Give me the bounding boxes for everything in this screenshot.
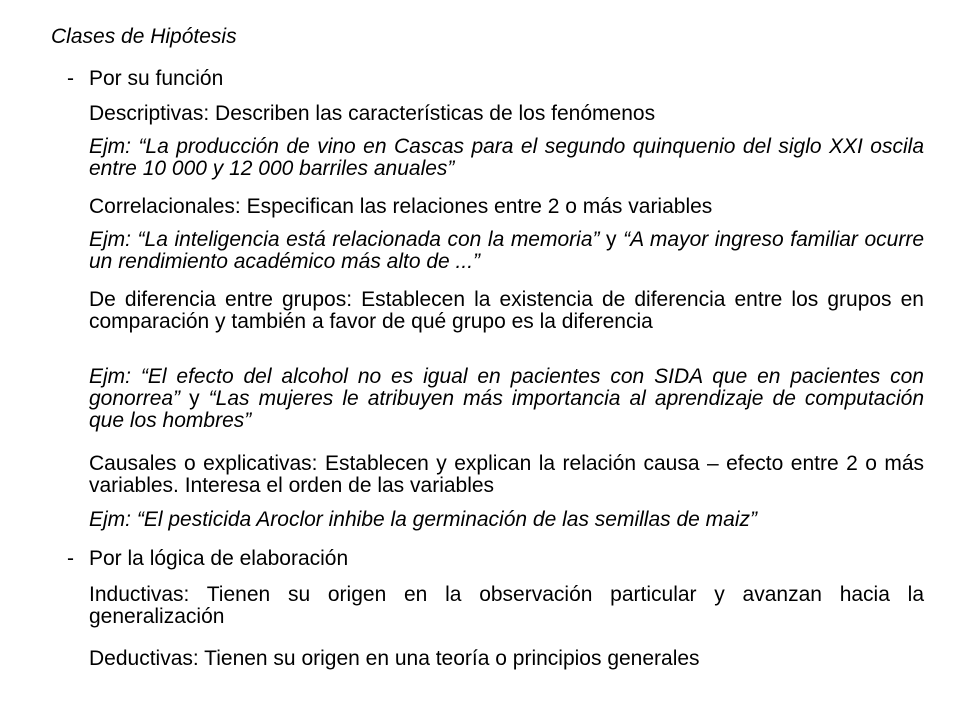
descriptive-example: Ejm: “La producción de vino en Cascas para el segundo quinquenio del siglo XXI oscila entre 10 000 y 12 000 barriles anuales” bbox=[89, 135, 924, 180]
section-function bbox=[67, 66, 223, 91]
bullet-dash: - bbox=[67, 547, 74, 570]
section-logic bbox=[67, 546, 348, 571]
causal-example: Ejm: “El pesticida Aroclor inhibe la germinación de las semillas de maiz” bbox=[89, 508, 757, 531]
example-part-2: “Las mujeres le atribuyen más importancia al aprendizaje de computación que los hombres” bbox=[89, 387, 924, 432]
group-difference-definition: De diferencia entre grupos: Establecen la existencia de diferencia entre los grupos en comparación y también a favor de qué grupo es la diferencia bbox=[89, 288, 924, 333]
slide-title: Clases de Hipótesis bbox=[51, 25, 237, 48]
section-label: Por su función bbox=[89, 67, 224, 90]
correlational-definition: Correlacionales: Especifican las relaciones entre 2 o más variables bbox=[89, 195, 713, 218]
bullet-dash: - bbox=[67, 67, 74, 90]
example-connector: y bbox=[599, 228, 624, 251]
example-part-2: “A mayor ingreso familiar ocurre un rendimiento académico más alto de ...” bbox=[89, 228, 925, 273]
descriptive-definition: Descriptivas: Describen las características de los fenómenos bbox=[89, 102, 656, 125]
example-part-1: Ejm: “El efecto del alcohol no es igual en pacientes con SIDA que en pacientes con gonorrea” bbox=[89, 365, 924, 410]
example-connector: y bbox=[180, 387, 209, 410]
correlational-example bbox=[89, 229, 924, 273]
group-difference-example bbox=[89, 366, 924, 432]
section-label: Por la lógica de elaboración bbox=[89, 547, 349, 570]
inductive-definition: Inductivas: Tienen su origen en la observación particular y avanzan hacia la generalización bbox=[89, 583, 924, 628]
example-part-1: Ejm: “La inteligencia está relacionada con la memoria” bbox=[89, 228, 600, 251]
causal-definition: Causales o explicativas: Establecen y explican la relación causa – efecto entre 2 o más variables. Interesa el orden de las variables bbox=[89, 452, 924, 497]
deductive-definition: Deductivas: Tienen su origen en una teoría o principios generales bbox=[89, 647, 700, 670]
